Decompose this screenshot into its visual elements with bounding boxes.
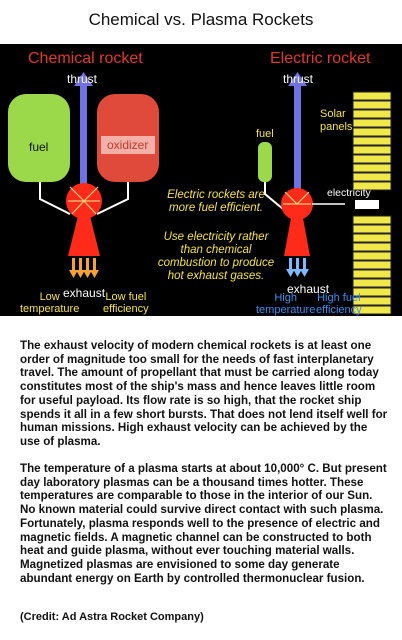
electric-rocket-heading: Electric rocket [270,50,371,67]
electricity-label: electricity [327,187,371,199]
credit-line: (Credit: Ad Astra Rocket Company) [20,611,204,623]
low-fuel-efficiency-label: Low fuel efficiency [103,291,149,315]
solar-panel-upper [353,92,391,190]
paragraph-plasma-temperature: The temperature of a plasma starts at about 10,000° C. But present day laboratory plasmas can be a thousand times hotter. These temperatures are comparable to those in the interior of our Sun. No known material could survive direct contact with such plasma. Fortunately, plasma responds well to the presence of electric and magnetic fields. A magnetic channel can be constructed to both heat and guide plasma, without ever touching material walls. Magnetized plasmas are envisioned to some day generate abundant energy on Earth by controlled thermonuclear fusion. [20,462,387,585]
electric-fuel-label: fuel [256,128,274,140]
electricity-note: Use electricity rather than chemical combustion to produce hot exhaust gases. [157,231,275,282]
elec-thrust-label: thrust [283,72,314,86]
efficiency-note: Electric rockets are more fuel efficient. [167,189,265,214]
oxidizer-label: oxidizer [107,138,149,152]
chem-thrust-label: thrust [67,72,98,86]
electricity-connector [355,200,379,209]
high-temperature-label: High temperature [256,292,316,316]
chem-exhaust-arrows [69,258,99,278]
fuel-tank-shape [8,94,70,182]
rocket-comparison-figure [0,44,402,316]
chem-exhaust-label: exhaust [63,286,106,300]
fuel-label: fuel [29,140,49,154]
chem-nozzle [68,216,100,256]
chemical-rocket-heading: Chemical rocket [28,50,143,67]
fuel-feed-line [40,182,70,214]
high-fuel-efficiency-label: High fuel efficiency [316,292,362,316]
elec-exhaust-arrows [286,258,309,277]
paragraph-exhaust-velocity: The exhaust velocity of modern chemical rockets is at least one order of magnitude too small for the needs of fast interplanetary travel. The amount of propellant that must be carried along today constitutes most of the ship's mass and hence leaves little room for useful payload. Its flow rate is so high, that the rocket ship spends it all in a few short bursts. That does not lend itself well for human missions. High exhaust velocity can be achieved by the use of plasma. [20,339,388,448]
elec-exhaust-label: exhaust [287,282,330,296]
low-temperature-label: Low temperature [20,291,80,315]
electric-fuel-tank-shape [258,142,272,182]
elec-nozzle [284,218,310,256]
page-title: Chemical vs. Plasma Rockets [88,10,314,29]
solar-panels-label: Solar panels [320,108,353,133]
